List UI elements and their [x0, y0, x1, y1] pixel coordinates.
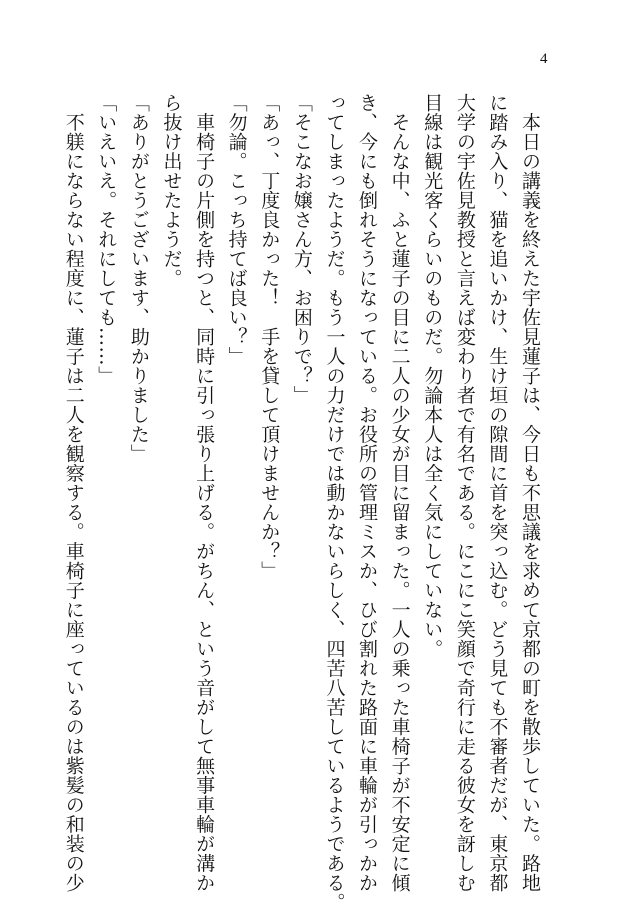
text-line: 「いえいえ。それにしても……」 — [95, 93, 118, 386]
text-line: 車椅子の片側を持つと、同時に引っ張り上げる。がちん、という音がして無事車輪が溝か — [193, 93, 216, 893]
text-line: 本日の講義を終えた宇佐見蓮子は、今日も不思議を求めて京都の町を散歩していた。路地 — [519, 93, 541, 893]
text-line: 大学の宇佐見教授と言えば変わり者で有名である。にこにこ笑顔で奇行に走る彼女を訝しむ — [453, 93, 476, 893]
text-line: き、今にも倒れそうになっている。お役所の管理ミスか、ひび割れた路面に車輪が引っかか — [356, 93, 379, 893]
text-line: 不躾にならない程度に、蓮子は二人を観察する。車椅子に座っているのは紫髪の和装の少 — [62, 93, 85, 893]
text-line: ら抜け出せたようだ。 — [160, 93, 183, 288]
text-line: 「ありがとうございます、助かりました」 — [127, 93, 150, 464]
text-line: そんな中、ふと蓮子の目に二人の少女が目に留まった。一人の乗った車椅子が不安定に傾 — [388, 93, 411, 893]
text-line: ってしまったようだ。もう一人の力だけでは動かないらしく、四苦八苦しているようである。 — [323, 93, 346, 912]
page-number: 4 — [540, 51, 548, 67]
text-line: 「あっ、丁度良かった！ 手を貸して頂けませんか？」 — [258, 93, 281, 581]
text-line: 「そこなお嬢さん方、お困りで？」 — [290, 93, 313, 405]
text-line: に踏み入り、猫を追いかけ、生け垣の隙間に首を突っ込む。どう見ても不審者だが、東京都 — [486, 93, 509, 893]
body-text — [57, 93, 546, 912]
text-line: 「勿論。こっち持てば良い？」 — [225, 93, 248, 366]
text-line: 目線は観光客くらいのものだ。勿論本人は全く気にしていない。 — [421, 93, 444, 659]
